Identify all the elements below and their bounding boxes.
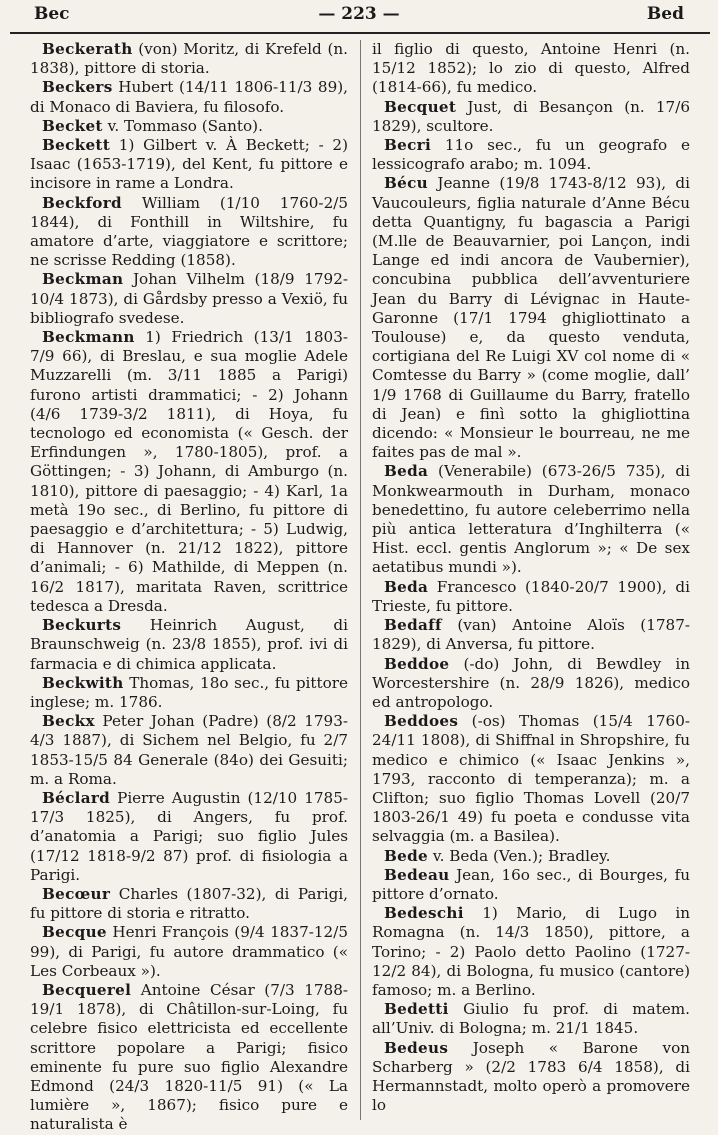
entry-text: 1) Mario, di Lugo in Romagna (n. 14/3 1850), pittore, a Torino; - 2) Paolo detto Paolino (1727-12/2 84), di Bologna, fu musico (cantore) famoso; m. a Berlino. [372,904,691,999]
entry-text: Hubert (14/11 1806-11/3 89), di Monaco di Baviera, fu filosofo. [30,78,349,116]
entry-text: il figlio di questo, Antoine Henri (n. 15/12 1852); lo zio di questo, Alfred (1814-66), fu medico. [372,40,690,97]
header-rule [10,32,710,34]
entry-text: (-do) John, di Bewdley in Worcestershire (n. 28/9 1826), medico ed antropologo. [372,654,691,711]
entry [372,616,690,654]
column-divider [360,40,361,1120]
entry-headword: Becœur [42,884,111,903]
entry-headword: Beckman [42,270,124,289]
entry-text: (Venerabile) (673-26/5 735), di Monkwearmouth in Durham, monaco benedettino, fu autore celeberrimo nella più antica letteratura d’Inghilterra (« Hist. eccl. gentis Anglorum »; « De sex aetatibus mundi »). [372,462,690,577]
entry-text: Antoine César (7/3 1788-19/1 1878), di Châtillon-sur-Loing, fu celebre fisico elettricista ed eccellente scrittore popolare a Parigi; fisico eminente fu pure suo figlio Alexandre Edmond (24/3 1820-11/5 91) (« La lumière », 1867); fisico pure e naturalista è [30,980,348,1134]
entry [30,674,348,712]
entry [372,136,690,174]
right-column [372,40,690,1115]
entry-headword: Béclard [42,788,111,807]
entry [30,40,348,78]
entry-headword: Beckurts [42,616,122,635]
entry-headword: Becket [42,116,103,135]
entry-headword: Beckers [42,78,113,97]
entry-text: v. Beda (Ven.); Bradley. [432,846,611,865]
entry-headword: Bécu [384,174,428,193]
entry-headword: Beckett [42,136,111,155]
entry [30,885,348,923]
entry-text: Jean, 16o sec., di Bourges, fu pittore d’ornato. [372,865,691,903]
entry-headword: Bedeschi [384,904,464,923]
entry-headword: Beddoe [384,654,450,673]
entry [30,194,348,271]
entry [30,136,348,194]
entry-continuation [372,40,690,98]
entry [372,866,690,904]
entry-text: Giulio fu prof. di matem. all’Univ. di Bologna; m. 21/1 1845. [372,1000,691,1038]
entry-headword: Bedetti [384,1000,449,1019]
entry-headword: Beckford [42,193,122,212]
entry-headword: Becquerel [42,980,132,999]
entry-headword: Beda [384,462,429,481]
entry-text: Johan Vilhelm (18/9 1792-10/4 1873), di Gårdsby presso a Vexiö, fu bibliografo svedese. [30,270,348,327]
entry-text: William (1/10 1760-2/5 1844), di Fonthill in Wiltshire, fu amatore d’arte, viaggiatore e scrittore; ne scrisse Redding (1858). [30,193,349,270]
entry [372,174,690,462]
entry-text: 11o sec., fu un geografo e lessicografo arabo; m. 1094. [372,136,690,174]
entry-text: v. Tommaso (Santo). [107,116,263,135]
entry-text: Thomas, 18o sec., fu pittore inglese; m. 1786. [30,673,349,711]
entry-text: (-os) Thomas (15/4 1760-24/11 1808), di Shiffnal in Shropshire, fu medico e chimico (« Isaac Jenkins », 1793, racconto di temperanza); m. a Clifton; suo figlio Thomas Lovell (20/7 1803-26/1 49) fu poeta e condusse vita selvaggia (m. a Basilea). [372,712,691,846]
entry [30,78,348,116]
entry-text: (van) Antoine Aloïs (1787-1829), di Anversa, fu pittore. [372,616,691,654]
entry [372,1039,690,1116]
entry [372,462,690,577]
page-header [0,2,718,28]
entry-text: 1) Gilbert v. À Beckett; - 2) Isaac (1653-1719), del Kent, fu pittore e incisore in rame a Londra. [30,136,349,193]
entry-text: 1) Friedrich (13/1 1803-7/9 66), di Breslau, e sua moglie Adele Muzzarelli (m. 3/11 1885 a Parigi) furono artisti drammatici; - 2) Johann (4/6 1739-3/2 1811), di Hoya, fu tecnologo ed economista (« Gesch. der Erfindungen », 1780-1805), prof. a Göttingen; - 3) Johann, di Amburgo (n. 1810), pittore di paesaggio; - 4) Karl, 1a metà 19o sec., di Berlino, fu pittore di paesaggio e d’architettura; - 5) Ludwig, di Hannover (n. 21/12 1822), pittore d’animali; - 6) Mathilde, di Meppen (n. 16/2 1817), maritata Raven, scrittrice tedesca a Dresda. [30,328,349,615]
entry [372,1000,690,1038]
entry-headword: Beckwith [42,673,124,692]
entry-text: (von) Moritz, di Krefeld (n. 1838), pittore di storia. [30,40,349,78]
entry-headword: Beckmann [42,328,135,347]
entry-text: Francesco (1840-20/7 1900), di Trieste, fu pittore. [372,577,691,615]
entry-headword: Becque [42,923,107,942]
entry-text: Henri François (9/4 1837-12/5 99), di Parigi, fu autore drammatico (« Les Corbeaux »). [30,923,348,980]
entry [372,98,690,136]
left-column [30,40,348,1135]
entry-headword: Beda [384,577,429,596]
entry [372,712,690,846]
entry-headword: Becquet [384,97,457,116]
entry [30,616,348,674]
entry-headword: Beckx [42,712,95,731]
entry [372,655,690,713]
entry [30,117,348,136]
entry-text: Charles (1807-32), di Parigi, fu pittore di storia e ritratto. [30,884,349,923]
entry [30,712,348,789]
entry-headword: Bede [384,846,428,865]
entry-headword: Bedeau [384,865,450,884]
entry [372,904,690,1000]
entry-headword: Bedaff [384,616,442,635]
entry [30,270,348,328]
entry-headword: Beckerath [42,40,133,58]
entry-text: Jeanne (19/8 1743-8/12 93), di Vaucouleurs, figlia naturale d’Anne Bécu detta Quantigny, fu bagascia a Parigi (M.lle de Beauvarnier, poi Lançon, indi Lange ed indi ancora de Vaubernier), concubina pubblica dell’avventuriere Jean du Barry di Lévignac in Haute-Garonne (17/1 1794 ghigliottinato a Toulouse) e, da questo venduta, cortigiana del Re Luigi XV col nome di « Comtesse du Barry » (come moglie, dall’ 1/9 1768 di Guillaume du Barry, fratello di Jean) e finì sotto la ghigliottina dicendo: « Monsieur le bourreau, ne me faites pas de mal ». [372,174,691,462]
entry-headword: Becri [384,136,432,155]
entry-text: Heinrich August, di Braunschweig (n. 23/8 1855), prof. ivi di farmacia e di chimica applicata. [30,616,348,673]
entry [30,328,348,616]
entry [30,981,348,1135]
entry [372,847,690,866]
entry-headword: Bedeus [384,1038,449,1057]
entry-text: Just, di Besançon (n. 17/6 1829), scultore. [372,97,690,135]
entry [30,923,348,981]
page-number: — 223 — [318,4,400,24]
right-guide-word: Bed [646,4,684,24]
entry [372,578,690,616]
entry-headword: Beddoes [384,712,459,731]
entry-text: Pierre Augustin (12/10 1785-17/3 1825), di Angers, fu prof. d’anatomia a Parigi; suo figlio Jules (17/12 1818-9/2 87) prof. di fisiologia a Parigi. [30,788,349,884]
entry-text: Peter Johan (Padre) (8/2 1793-4/3 1887), di Sichem nel Belgio, fu 2/7 1853-15/5 84 Generale (84o) dei Gesuiti; m. a Roma. [30,712,348,788]
entry-text: Joseph « Barone von Scharberg » (2/2 1783 6/4 1858), di Hermannstadt, molto operò a promovere lo [372,1038,691,1115]
entry [30,789,348,885]
left-guide-word: Bec [34,4,70,24]
